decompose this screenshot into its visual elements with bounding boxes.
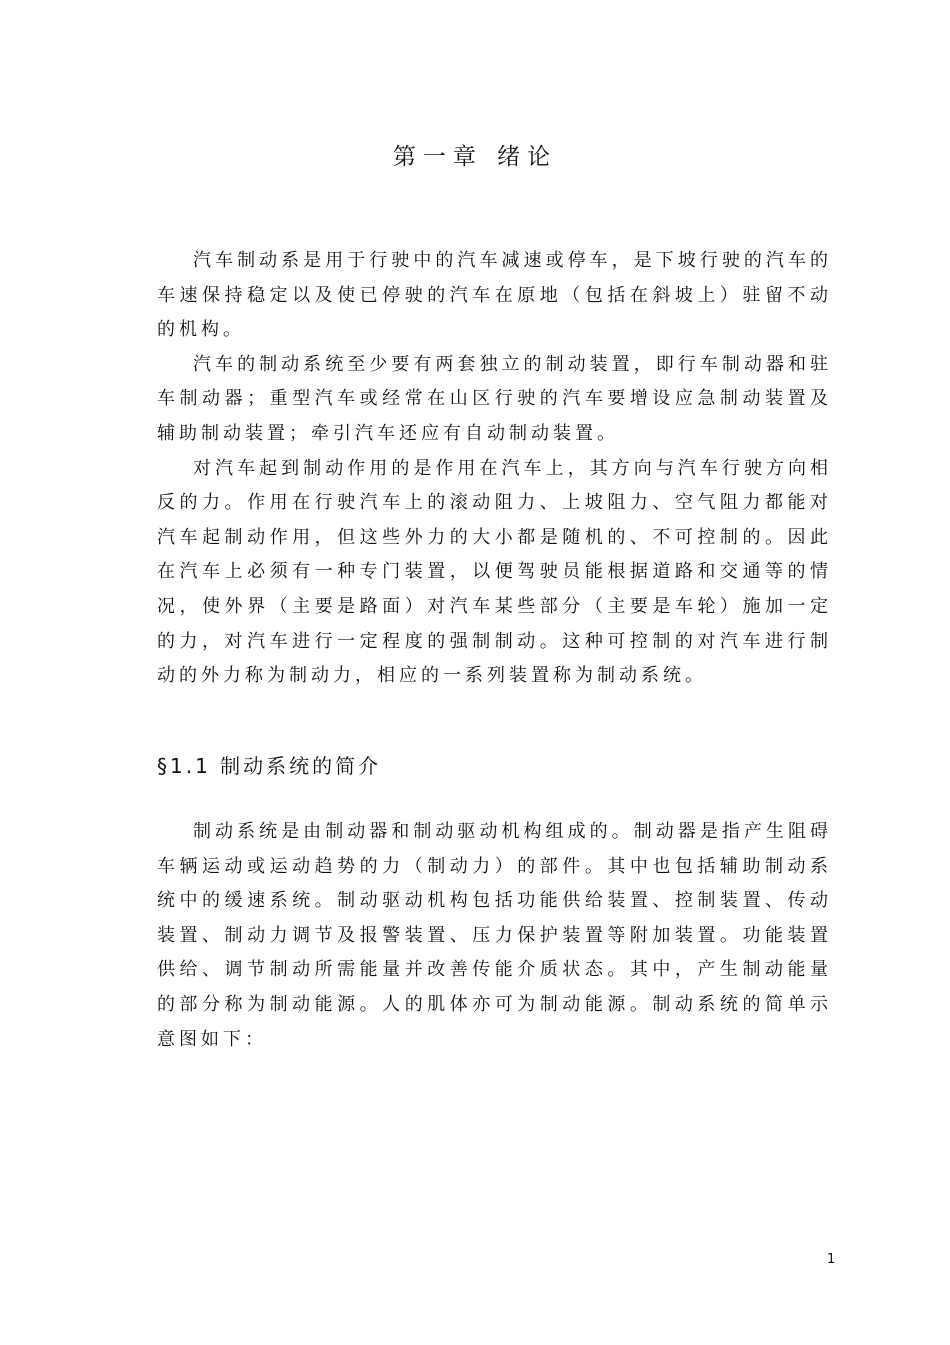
- page-number: 1: [827, 1252, 836, 1267]
- chapter-title: 第一章 绪论: [392, 144, 558, 170]
- intro-paragraph-2: 汽车的制动系统至少要有两套独立的制动装置，即行车制动器和驻车制动器；重型汽车或经常在山区行驶的汽车要增设应急制动装置及辅助制动装置；牵引汽车还应有自动制动装置。: [157, 353, 832, 444]
- section-heading: §1.1 制动系统的简介: [157, 754, 382, 778]
- section-text: [157, 815, 832, 1057]
- intro-text: [157, 244, 832, 694]
- intro-paragraph-3: 对汽车起到制动作用的是作用在汽车上，其方向与汽车行驶方向相反的力。作用在行驶汽车上的滚动阻力、上坡阻力、空气阻力都能对汽车起制动作用，但这些外力的大小都是随机的、不可控制的。因此在汽车上必须有一种专门装置，以便驾驶员能根据道路和交通等的情况，使外界（主要是路面）对汽车某些部分（主要是车轮）施加一定的力，对汽车进行一定程度的强制制动。这种可控制的对汽车进行制动的外力称为制动力，相应的一系列装置称为制动系统。: [157, 457, 832, 687]
- intro-paragraph-1: 汽车制动系是用于行驶中的汽车减速或停车，是下坡行驶的汽车的车速保持稳定以及使已停驶的汽车在原地（包括在斜坡上）驻留不动的机构。: [157, 250, 832, 341]
- section-paragraph-1: 制动系统是由制动器和制动驱动机构组成的。制动器是指产生阻碍车辆运动或运动趋势的力（制动力）的部件。其中也包括辅助制动系统中的缓速系统。制动驱动机构包括功能供给装置、控制装置、传动装置、制动力调节及报警装置、压力保护装置等附加装置。功能装置供给、调节制动所需能量并改善传能介质状态。其中，产生制动能量的部分称为制动能源。人的肌体亦可为制动能源。制动系统的简单示意图如下：: [157, 821, 832, 1050]
